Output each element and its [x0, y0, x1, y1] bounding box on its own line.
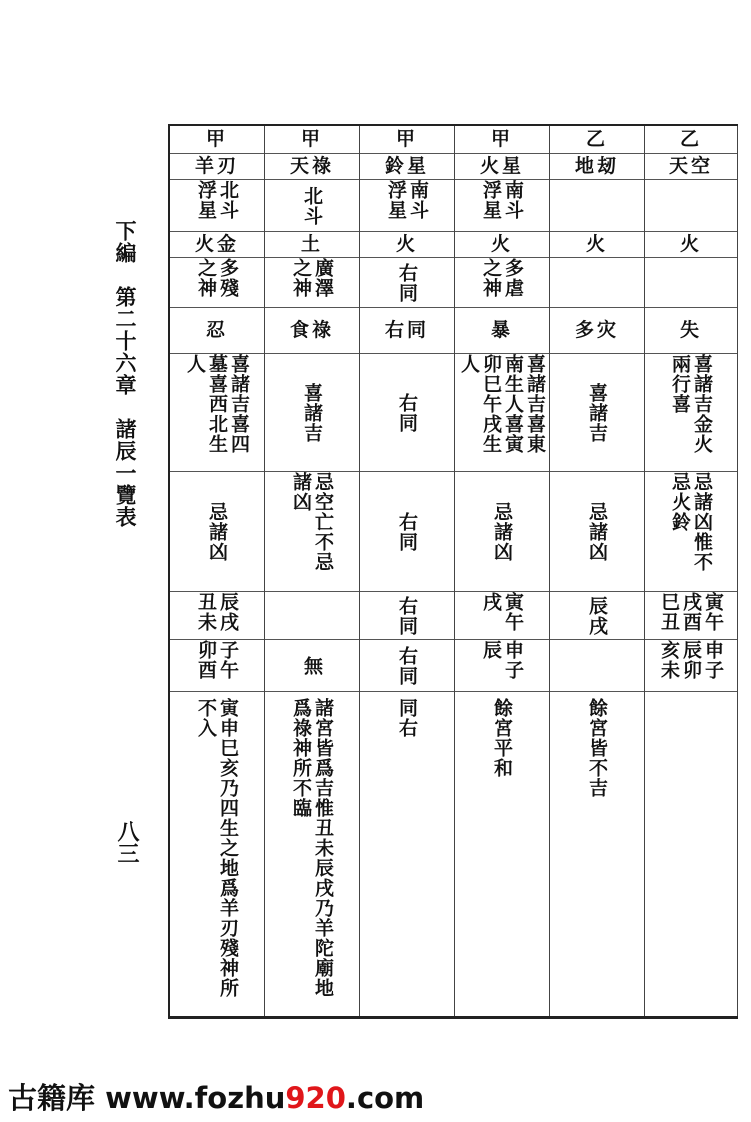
- cell-text: 無: [301, 655, 323, 676]
- cell-note: [360, 692, 454, 1016]
- cell-star: [550, 154, 644, 180]
- cell-text: 申子辰: [480, 640, 524, 680]
- cell-text: 鈴星: [384, 154, 429, 177]
- cell-note: [645, 692, 737, 1016]
- cell-dislikes: [645, 472, 737, 592]
- cell-text: 火金: [194, 232, 239, 255]
- cell-text: 右同: [396, 262, 418, 303]
- cell-text: 失: [679, 318, 702, 341]
- cell-nature: [645, 258, 737, 308]
- cell-text: 喜諸吉: [586, 382, 608, 443]
- table-column: [455, 126, 550, 1016]
- cell-text: 甲: [490, 127, 513, 150]
- cell-likes: [645, 354, 737, 472]
- cell-text: 廣澤之神: [290, 258, 334, 298]
- cell-text: 火: [679, 232, 702, 255]
- cell-branch-b: [265, 640, 359, 692]
- cell-text: 右同: [384, 318, 429, 341]
- watermark-url-prefix: www.fozhu: [105, 1081, 286, 1115]
- cell-text: 餘宮皆不吉: [586, 698, 608, 798]
- cell-text: 辰戌丑未: [195, 592, 239, 632]
- cell-stem: [170, 126, 264, 154]
- cell-branch-a: [360, 592, 454, 640]
- cell-text: 忌諸凶: [491, 501, 513, 562]
- cell-transform: [360, 308, 454, 354]
- cell-nature: [455, 258, 549, 308]
- watermark-footer: [8, 1076, 424, 1117]
- cell-likes: [265, 354, 359, 472]
- cell-text: 寅午戌: [480, 592, 524, 632]
- cell-text: 天空: [668, 154, 713, 177]
- cell-nature: [265, 258, 359, 308]
- cell-likes: [550, 354, 644, 472]
- cell-text: 多灾: [574, 318, 619, 341]
- cell-text: 忍: [205, 318, 228, 341]
- cell-transform: [550, 308, 644, 354]
- cell-text: 火: [585, 232, 608, 255]
- cell-text: 喜諸吉喜東南生人喜寅卯巳午戌生人: [458, 354, 546, 454]
- cell-transform: [455, 308, 549, 354]
- cell-dislikes: [360, 472, 454, 592]
- stars-table: [168, 124, 738, 1019]
- cell-text: 甲: [205, 127, 228, 150]
- cell-star: [455, 154, 549, 180]
- cell-branch-b: [455, 640, 549, 692]
- cell-group: [550, 180, 644, 232]
- cell-transform: [645, 308, 737, 354]
- cell-text: 天祿: [289, 154, 334, 177]
- cell-dislikes: [265, 472, 359, 592]
- cell-text: 火: [395, 232, 418, 255]
- cell-branch-a: [265, 592, 359, 640]
- cell-text: 同右: [396, 698, 418, 738]
- cell-text: 忌空亡不忌諸凶: [290, 472, 334, 572]
- table-column: [645, 126, 738, 1016]
- cell-text: 北斗: [301, 185, 323, 226]
- cell-dislikes: [550, 472, 644, 592]
- cell-likes: [360, 354, 454, 472]
- cell-star: [645, 154, 737, 180]
- cell-dislikes: [455, 472, 549, 592]
- cell-stem: [360, 126, 454, 154]
- cell-text: 暴: [490, 318, 513, 341]
- cell-element: [455, 232, 549, 258]
- cell-text: 右同: [396, 392, 418, 433]
- cell-stem: [645, 126, 737, 154]
- cell-nature: [360, 258, 454, 308]
- cell-element: [360, 232, 454, 258]
- cell-branch-a: [170, 592, 264, 640]
- cell-note: [550, 692, 644, 1016]
- cell-branch-b: [645, 640, 737, 692]
- cell-text: 甲: [395, 127, 418, 150]
- watermark-url-number: 920: [285, 1081, 346, 1115]
- cell-transform: [170, 308, 264, 354]
- cell-nature: [170, 258, 264, 308]
- cell-text: 南斗浮星: [480, 180, 524, 220]
- cell-text: 忌諸凶: [206, 501, 228, 562]
- cell-text: 子午卯酉: [195, 640, 239, 680]
- cell-text: 右同: [396, 595, 418, 636]
- table-column: [550, 126, 645, 1016]
- cell-text: 乙: [585, 127, 608, 150]
- cell-text: 寅午戌酉巳丑: [658, 592, 724, 632]
- cell-likes: [170, 354, 264, 472]
- cell-branch-a: [455, 592, 549, 640]
- cell-text: 右同: [396, 511, 418, 552]
- cell-nature: [550, 258, 644, 308]
- cell-text: 土: [300, 232, 323, 255]
- cell-text: 申子辰卯亥未: [658, 640, 724, 680]
- cell-text: 羊刃: [194, 154, 239, 177]
- cell-group: [170, 180, 264, 232]
- cell-branch-b: [170, 640, 264, 692]
- cell-group: [360, 180, 454, 232]
- table-column: [170, 126, 265, 1016]
- cell-text: 乙: [679, 127, 702, 150]
- cell-text: 火: [490, 232, 513, 255]
- cell-text: 寅申巳亥乃四生之地爲羊刃殘神所不入: [195, 698, 239, 998]
- cell-note: [265, 692, 359, 1016]
- cell-text: 南斗浮星: [385, 180, 429, 220]
- cell-text: 喜諸吉: [301, 382, 323, 443]
- cell-element: [645, 232, 737, 258]
- cell-text: 甲: [300, 127, 323, 150]
- cell-text: 喜諸吉喜四墓喜西北生人: [184, 354, 250, 454]
- cell-note: [170, 692, 264, 1016]
- table-column: [265, 126, 360, 1016]
- watermark-brand: 古籍库: [8, 1081, 96, 1115]
- cell-note: [455, 692, 549, 1016]
- cell-stem: [550, 126, 644, 154]
- cell-text: 火星: [479, 154, 524, 177]
- cell-element: [550, 232, 644, 258]
- cell-element: [265, 232, 359, 258]
- cell-stem: [455, 126, 549, 154]
- cell-text: 多殘之神: [195, 258, 239, 298]
- cell-group: [645, 180, 737, 232]
- cell-text: 忌諸凶: [586, 501, 608, 562]
- cell-star: [170, 154, 264, 180]
- cell-stem: [265, 126, 359, 154]
- cell-likes: [455, 354, 549, 472]
- cell-transform: [265, 308, 359, 354]
- cell-text: 北斗浮星: [195, 180, 239, 220]
- page-number: 八三: [114, 820, 140, 864]
- cell-group: [455, 180, 549, 232]
- cell-star: [265, 154, 359, 180]
- cell-text: 忌諸凶惟不忌火鈴: [669, 472, 713, 572]
- cell-dislikes: [170, 472, 264, 592]
- watermark-url-suffix: .com: [345, 1081, 425, 1115]
- cell-text: 喜諸吉金火兩行喜: [669, 354, 713, 454]
- cell-branch-b: [550, 640, 644, 692]
- cell-star: [360, 154, 454, 180]
- cell-group: [265, 180, 359, 232]
- cell-branch-b: [360, 640, 454, 692]
- cell-text: 地刼: [574, 154, 619, 177]
- cell-element: [170, 232, 264, 258]
- cell-text: 諸宮皆爲吉惟丑未辰戌乃羊陀廟地爲祿神所不臨: [290, 698, 334, 998]
- cell-text: 多虐之神: [480, 258, 524, 298]
- cell-branch-a: [550, 592, 644, 640]
- cell-text: 辰戌: [586, 595, 608, 636]
- chapter-header: 下編 第二十六章 諸辰一覽表: [113, 220, 138, 528]
- cell-branch-a: [645, 592, 737, 640]
- table-column: [360, 126, 455, 1016]
- cell-text: 食祿: [289, 318, 334, 341]
- cell-text: 右同: [396, 645, 418, 686]
- cell-text: 餘宮平和: [491, 698, 513, 778]
